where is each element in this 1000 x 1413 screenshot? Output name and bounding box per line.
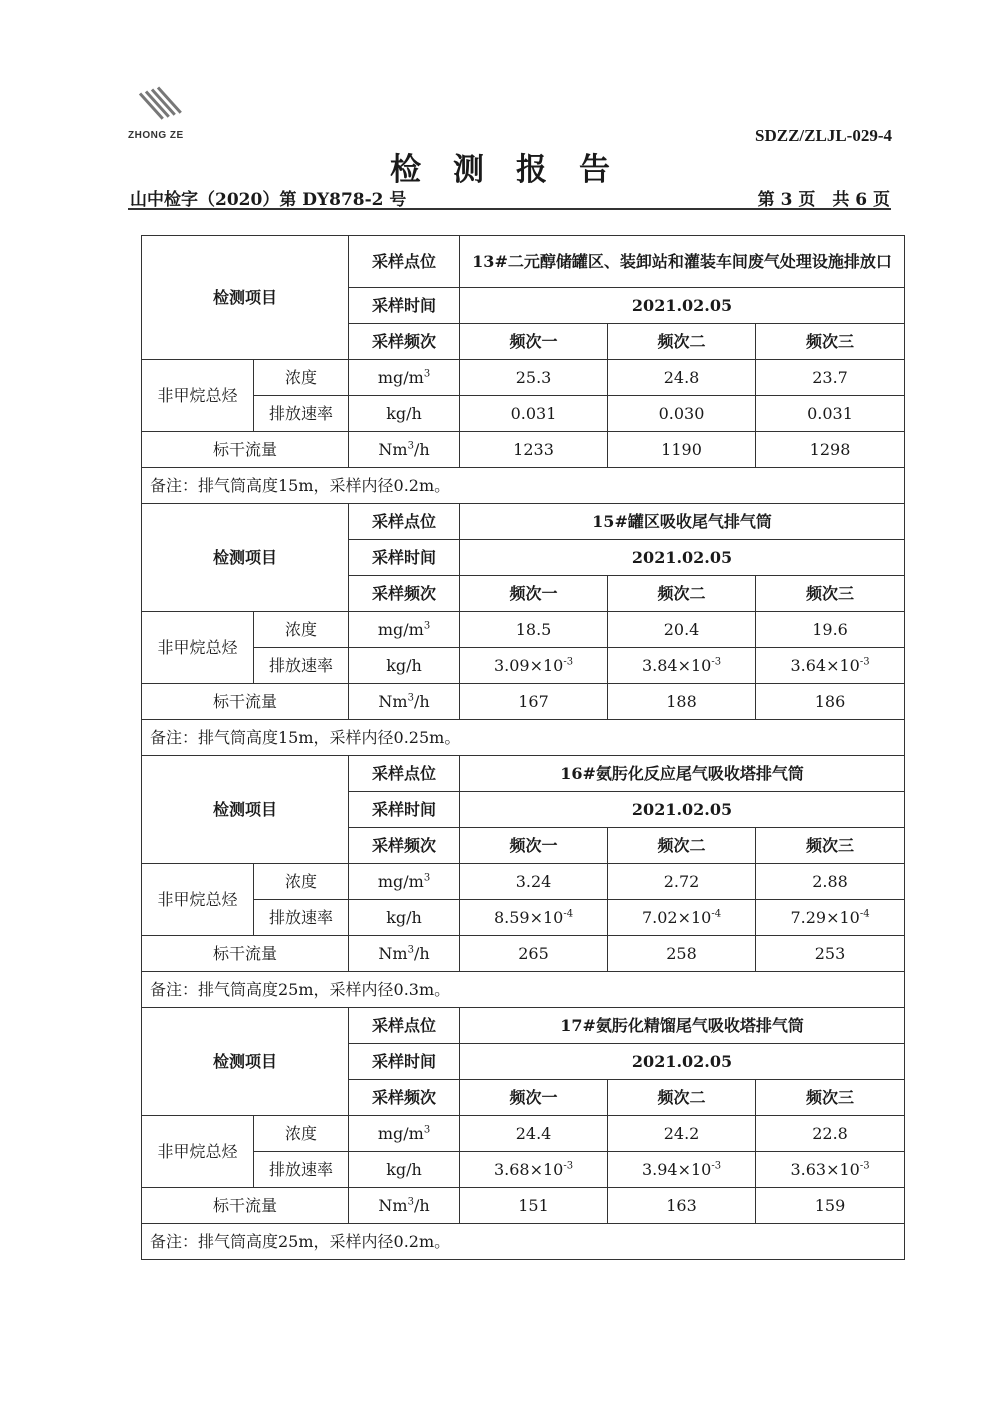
rate-unit: kg/h (349, 648, 460, 684)
time-label: 采样时间 (349, 1044, 460, 1080)
analyte-name: 非甲烷总烃 (142, 612, 254, 684)
item-header: 检测项目 (142, 236, 349, 360)
time-value: 2021.02.05 (460, 288, 905, 324)
flow-label: 标干流量 (142, 684, 349, 720)
note: 备注：排气筒高度15m，采样内径0.25m。 (142, 720, 905, 756)
rate-value: $7.02\times 10^{-4}$ (608, 900, 756, 936)
result-table (141, 235, 905, 504)
flow-label: 标干流量 (142, 432, 349, 468)
rate-label: 排放速率 (254, 1152, 349, 1188)
location-value: 15#罐区吸收尾气排气筒 (460, 504, 905, 540)
frequency-label: 采样频次 (349, 324, 460, 360)
concentration-label: 浓度 (254, 612, 349, 648)
note: 备注：排气筒高度25m，采样内径0.2m。 (142, 1224, 905, 1260)
location-label: 采样点位 (349, 504, 460, 540)
analyte-name: 非甲烷总烃 (142, 1116, 254, 1188)
rate-value: $3.63\times 10^{-3}$ (756, 1152, 905, 1188)
frequency-2: 频次二 (608, 576, 756, 612)
frequency-label: 采样频次 (349, 576, 460, 612)
rate-value: $3.94\times 10^{-3}$ (608, 1152, 756, 1188)
flow-unit: Nm$^3$/h (349, 1188, 460, 1224)
rate-value: $3.84\times 10^{-3}$ (608, 648, 756, 684)
concentration-value: 24.2 (608, 1116, 756, 1152)
rate-value: $3.68\times 10^{-3}$ (460, 1152, 608, 1188)
rate-label: 排放速率 (254, 396, 349, 432)
location-label: 采样点位 (349, 236, 460, 288)
results-tables (141, 235, 904, 1260)
rate-unit: kg/h (349, 900, 460, 936)
flow-value: 1233 (460, 432, 608, 468)
frequency-3: 频次三 (756, 324, 905, 360)
result-table (141, 755, 905, 1008)
logo-stripes-icon (136, 88, 180, 128)
concentration-unit: $mg/m^3$ (349, 1116, 460, 1152)
flow-unit: Nm$^3$/h (349, 936, 460, 972)
analyte-name: 非甲烷总烃 (142, 864, 254, 936)
rate-value: 0.031 (460, 396, 608, 432)
report-number: 山中检字（2020）第 DY878-2 号 (130, 190, 407, 210)
concentration-value: 3.24 (460, 864, 608, 900)
rate-label: 排放速率 (254, 900, 349, 936)
flow-value: 1298 (756, 432, 905, 468)
flow-value: 163 (608, 1188, 756, 1224)
frequency-2: 频次二 (608, 828, 756, 864)
concentration-value: 19.6 (756, 612, 905, 648)
frequency-1: 频次一 (460, 576, 608, 612)
flow-value: 188 (608, 684, 756, 720)
flow-unit: Nm$^3$/h (349, 684, 460, 720)
time-label: 采样时间 (349, 540, 460, 576)
frequency-label: 采样频次 (349, 828, 460, 864)
flow-value: 1190 (608, 432, 756, 468)
flow-value: 253 (756, 936, 905, 972)
concentration-value: 23.7 (756, 360, 905, 396)
concentration-label: 浓度 (254, 864, 349, 900)
concentration-value: 25.3 (460, 360, 608, 396)
flow-value: 167 (460, 684, 608, 720)
frequency-1: 频次一 (460, 324, 608, 360)
flow-value: 258 (608, 936, 756, 972)
rate-unit: kg/h (349, 1152, 460, 1188)
page-title: 检测报告 (390, 152, 642, 188)
rate-value: 0.031 (756, 396, 905, 432)
concentration-unit: $mg/m^3$ (349, 612, 460, 648)
concentration-value: 18.5 (460, 612, 608, 648)
location-value: 16#氨肟化反应尾气吸收塔排气筒 (460, 756, 905, 792)
rate-value: $8.59\times 10^{-4}$ (460, 900, 608, 936)
logo-text: ZHONG ZE (128, 130, 184, 141)
header-divider (128, 208, 891, 210)
note: 备注：排气筒高度25m，采样内径0.3m。 (142, 972, 905, 1008)
flow-value: 265 (460, 936, 608, 972)
concentration-label: 浓度 (254, 1116, 349, 1152)
frequency-label: 采样频次 (349, 1080, 460, 1116)
document-code: SDZZ/ZLJL-029-4 (755, 126, 892, 145)
rate-value: 0.030 (608, 396, 756, 432)
analyte-name: 非甲烷总烃 (142, 360, 254, 432)
time-label: 采样时间 (349, 792, 460, 828)
rate-label: 排放速率 (254, 648, 349, 684)
company-logo (128, 88, 198, 148)
flow-label: 标干流量 (142, 1188, 349, 1224)
flow-unit: Nm$^3$/h (349, 432, 460, 468)
rate-value: $3.09\times 10^{-3}$ (460, 648, 608, 684)
rate-value: $7.29\times 10^{-4}$ (756, 900, 905, 936)
flow-value: 151 (460, 1188, 608, 1224)
location-label: 采样点位 (349, 756, 460, 792)
location-label: 采样点位 (349, 1008, 460, 1044)
frequency-3: 频次三 (756, 576, 905, 612)
concentration-unit: $mg/m^3$ (349, 360, 460, 396)
location-value: 13#二元醇储罐区、装卸站和灌装车间废气处理设施排放口 (460, 236, 905, 288)
result-table (141, 1007, 905, 1260)
item-header: 检测项目 (142, 504, 349, 612)
time-value: 2021.02.05 (460, 540, 905, 576)
time-value: 2021.02.05 (460, 792, 905, 828)
concentration-value: 2.88 (756, 864, 905, 900)
time-value: 2021.02.05 (460, 1044, 905, 1080)
rate-unit: kg/h (349, 396, 460, 432)
frequency-2: 频次二 (608, 324, 756, 360)
flow-value: 159 (756, 1188, 905, 1224)
frequency-3: 频次三 (756, 1080, 905, 1116)
frequency-3: 频次三 (756, 828, 905, 864)
concentration-value: 2.72 (608, 864, 756, 900)
note: 备注：排气筒高度15m，采样内径0.2m。 (142, 468, 905, 504)
flow-label: 标干流量 (142, 936, 349, 972)
result-table (141, 503, 905, 756)
page-number: 第 3 页 共 6 页 (757, 190, 890, 210)
flow-value: 186 (756, 684, 905, 720)
item-header: 检测项目 (142, 756, 349, 864)
frequency-1: 频次一 (460, 1080, 608, 1116)
frequency-2: 频次二 (608, 1080, 756, 1116)
location-value: 17#氨肟化精馏尾气吸收塔排气筒 (460, 1008, 905, 1044)
concentration-value: 20.4 (608, 612, 756, 648)
rate-value: $3.64\times 10^{-3}$ (756, 648, 905, 684)
time-label: 采样时间 (349, 288, 460, 324)
item-header: 检测项目 (142, 1008, 349, 1116)
concentration-label: 浓度 (254, 360, 349, 396)
concentration-value: 22.8 (756, 1116, 905, 1152)
frequency-1: 频次一 (460, 828, 608, 864)
concentration-value: 24.4 (460, 1116, 608, 1152)
concentration-value: 24.8 (608, 360, 756, 396)
concentration-unit: $mg/m^3$ (349, 864, 460, 900)
